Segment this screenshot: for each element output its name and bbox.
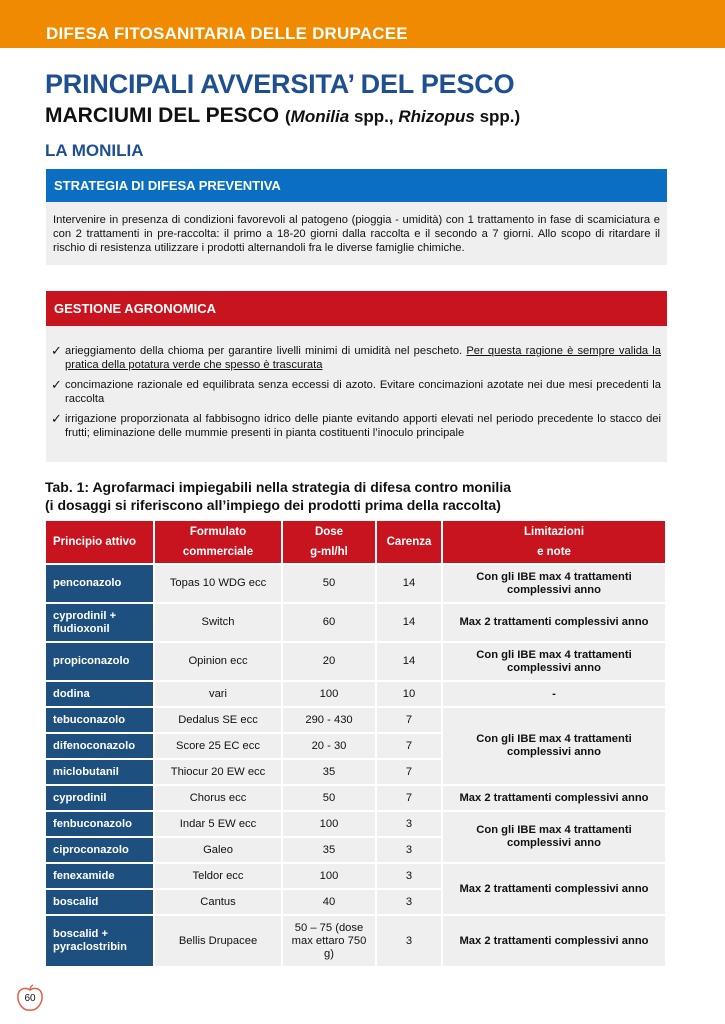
cell-principio: propiconazolo <box>46 643 153 680</box>
cell-principio: ciproconazolo <box>46 838 153 862</box>
table-row <box>46 604 665 641</box>
preventive-strategy-header: STRATEGIA DI DIFESA PREVENTIVA <box>46 169 667 202</box>
checkmark-icon: ✓ <box>51 377 62 392</box>
section-title: LA MONILIA <box>45 141 144 160</box>
cell-note: Con gli IBE max 4 trattamenti complessivi anno <box>443 708 665 784</box>
cell-principio: difenoconazolo <box>46 734 153 758</box>
cell-formulato: Teldor ecc <box>155 864 281 888</box>
table-row <box>46 786 665 810</box>
table-header-row <box>46 521 665 563</box>
cell-principio: penconazolo <box>46 565 153 602</box>
subtitle-main: MARCIUMI DEL PESCO <box>45 104 280 127</box>
cell-formulato: Thiocur 20 EW ecc <box>155 760 281 784</box>
col-limitazioni <box>443 521 665 563</box>
cell-dose: 100 <box>283 812 375 836</box>
cell-principio: miclobutanil <box>46 760 153 784</box>
section-header-text: DIFESA FITOSANITARIA DELLE DRUPACEE <box>46 24 408 43</box>
table-caption-line-1: Tab. 1: Agrofarmaci impiegabili nella strategia di difesa contro monilia <box>45 479 511 495</box>
cell-carenza: 3 <box>377 864 441 888</box>
subtitle-species <box>285 107 520 126</box>
section-header-bar <box>0 0 725 48</box>
cell-carenza: 7 <box>377 708 441 732</box>
col-carenza: Carenza <box>377 521 441 563</box>
cell-carenza: 10 <box>377 682 441 706</box>
table-row <box>46 812 665 836</box>
cell-note: Max 2 trattamenti complessivi anno <box>443 916 665 966</box>
checkmark-icon: ✓ <box>51 343 62 358</box>
cell-note: Max 2 trattamenti complessivi anno <box>443 864 665 914</box>
cell-formulato: Bellis Drupacee <box>155 916 281 966</box>
col-dose <box>283 521 375 563</box>
cell-carenza: 3 <box>377 812 441 836</box>
table-row <box>46 643 665 680</box>
cell-formulato: vari <box>155 682 281 706</box>
preventive-strategy-text: Intervenire in presenza di condizioni favorevoli al patogeno (pioggia - umidità) con 1 trattamento in fase di scamiciatura e con 2 trattamenti in pre-raccolta: il primo a 18-20 giorni dalla raccolta e il secondo a 7 giorni. Allo scopo di ritardare il rischio di resistenza utilizzare i prodotti alternandoli fra le diverse famiglie chimiche. <box>53 214 660 254</box>
col-formulato <box>155 521 281 563</box>
cell-principio: tebuconazolo <box>46 708 153 732</box>
cell-carenza: 3 <box>377 916 441 966</box>
cell-dose: 50 <box>283 786 375 810</box>
list-item <box>48 412 661 440</box>
cell-formulato: Chorus ecc <box>155 786 281 810</box>
cell-carenza: 3 <box>377 890 441 914</box>
cell-formulato: Score 25 EC ecc <box>155 734 281 758</box>
cell-principio: fenexamide <box>46 864 153 888</box>
cell-note: Max 2 trattamenti complessivi anno <box>443 786 665 810</box>
cell-dose: 100 <box>283 864 375 888</box>
item-text: concimazione razionale ed equilibrata senza eccessi di azoto. Evitare concimazioni azotate nei due mesi precedenti la raccolta <box>65 379 661 405</box>
cell-formulato: Switch <box>155 604 281 641</box>
cell-note: Con gli IBE max 4 trattamenti complessivi anno <box>443 565 665 602</box>
cell-formulato: Galeo <box>155 838 281 862</box>
cell-principio: boscalid <box>46 890 153 914</box>
cell-principio: cyprodinil + fludioxonil <box>46 604 153 641</box>
cell-carenza: 3 <box>377 838 441 862</box>
page-subtitle <box>45 104 520 128</box>
cell-dose: 40 <box>283 890 375 914</box>
cell-carenza: 14 <box>377 643 441 680</box>
cell-carenza: 14 <box>377 565 441 602</box>
pesticide-table <box>44 519 667 968</box>
genus-rhizopus: Rhizopus <box>398 107 475 126</box>
col-dose-l2: g-ml/hl <box>310 546 348 558</box>
agronomic-list <box>46 326 667 440</box>
list-item <box>48 378 661 406</box>
cell-dose: 100 <box>283 682 375 706</box>
cell-formulato: Topas 10 WDG ecc <box>155 565 281 602</box>
item-text: irrigazione proporzionata al fabbisogno idrico delle piante evitando apporti elevati nel periodo precedente lo stacco dei frutti; eliminazione delle mummie presenti in pianta costituenti l’inoculo principale <box>65 413 661 439</box>
col-lim-l2: e note <box>537 546 571 558</box>
page-title: PRINCIPALI AVVERSITA’ DEL PESCO <box>45 69 515 99</box>
cell-dose: 20 - 30 <box>283 734 375 758</box>
table-row <box>46 682 665 706</box>
cell-carenza: 7 <box>377 734 441 758</box>
cell-dose: 20 <box>283 643 375 680</box>
item-underlined-text: Per questa ragione è sempre valida la pratica della potatura verde che spesso è trascurata <box>65 345 661 371</box>
spp-1: spp., <box>349 107 394 126</box>
agronomic-management-header: GESTIONE AGRONOMICA <box>46 291 667 326</box>
cell-carenza: 7 <box>377 760 441 784</box>
cell-formulato: Indar 5 EW ecc <box>155 812 281 836</box>
cell-principio: boscalid + pyraclostribin <box>46 916 153 966</box>
cell-dose: 50 – 75 (dose max ettaro 750 g) <box>283 916 375 966</box>
col-lim-l1: Limitazioni <box>523 526 585 538</box>
cell-formulato: Cantus <box>155 890 281 914</box>
cell-dose: 290 - 430 <box>283 708 375 732</box>
cell-dose: 50 <box>283 565 375 602</box>
agronomic-management-box <box>46 291 667 462</box>
page-number-badge <box>16 983 44 1011</box>
col-principio: Principio attivo <box>46 521 153 563</box>
table-caption <box>45 478 511 514</box>
spp-2: spp.) <box>474 107 521 126</box>
cell-formulato: Opinion ecc <box>155 643 281 680</box>
preventive-strategy-box <box>46 169 667 265</box>
cell-principio: cyprodinil <box>46 786 153 810</box>
cell-note: Con gli IBE max 4 trattamenti complessivi anno <box>443 643 665 680</box>
list-item <box>48 344 661 372</box>
col-formulato-l2: commerciale <box>182 546 254 558</box>
paren-open: ( <box>284 107 291 126</box>
item-text: arieggiamento della chioma per garantire livelli minimi di umidità nel pescheto. <box>65 345 467 357</box>
table-caption-line-2: (i dosaggi si riferiscono all’impiego dei prodotti prima della raccolta) <box>45 497 501 513</box>
cell-dose: 35 <box>283 760 375 784</box>
table-row <box>46 708 665 732</box>
cell-formulato: Dedalus SE ecc <box>155 708 281 732</box>
col-dose-l1: Dose <box>314 526 344 538</box>
cell-dose: 60 <box>283 604 375 641</box>
cell-note: Con gli IBE max 4 trattamenti complessivi anno <box>443 812 665 862</box>
table-row <box>46 916 665 966</box>
table-row <box>46 565 665 602</box>
cell-principio: dodina <box>46 682 153 706</box>
cell-principio: fenbuconazolo <box>46 812 153 836</box>
cell-dose: 35 <box>283 838 375 862</box>
page-number: 60 <box>24 993 36 1004</box>
cell-note: - <box>443 682 665 706</box>
col-formulato-l1: Formulato <box>189 526 247 538</box>
genus-monilia: Monilia <box>290 107 350 126</box>
cell-carenza: 7 <box>377 786 441 810</box>
table-row <box>46 864 665 888</box>
cell-note: Max 2 trattamenti complessivi anno <box>443 604 665 641</box>
checkmark-icon: ✓ <box>51 411 62 426</box>
cell-carenza: 14 <box>377 604 441 641</box>
